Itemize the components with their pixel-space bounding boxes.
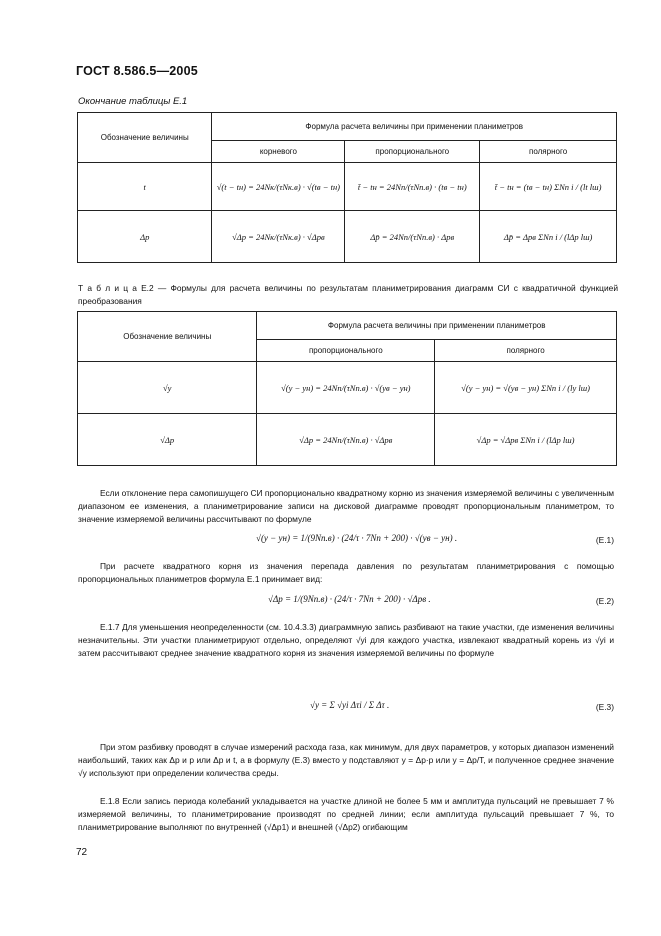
- paragraph: Е.1.8 Если запись периода колебаний укладывается на участке длиной не более 5 мм и амплитуда пульсаций не превышает 7 % измеряемой величины, то планиметрирование производят по средней линии; если амплитуда пульсаций превышает 7 %, то планиметрирование выполняют по внутренней (√Δp1) и внешней (√Δp2) огибающим: [78, 796, 614, 832]
- formula-cell: √(t − tн) = 24Nк/(τNк.в) · √(tв − tн): [212, 163, 345, 211]
- formula-cell: t̄ − tн = (tв − tн) ΣNп i / (lt lш): [480, 163, 617, 211]
- formula-cell: √Δp = √Δpв ΣNп i / (lΔp lш): [435, 414, 617, 466]
- sub-header-polar: полярного: [435, 340, 617, 362]
- equation-formula: √Δp = 1/(9Nп.в) · (24/τ · 7Nп + 200) · √Δpв .: [268, 594, 431, 604]
- formula-cell: Δp̄ = Δpв ΣNп i / (lΔp lш): [480, 211, 617, 263]
- sub-header-prop: пропорционального: [345, 141, 480, 163]
- symbol-cell: √Δp: [78, 414, 257, 466]
- sub-header-root: корневого: [212, 141, 345, 163]
- equation-e3: [78, 698, 614, 720]
- symbol-cell: t: [78, 163, 212, 211]
- formula-cell: √(y − yн) = 24Nп/(τNп.в) · √(yв − yн): [257, 362, 435, 414]
- equation-number: (Е.2): [595, 596, 614, 606]
- equation-number: (Е.1): [595, 535, 614, 545]
- equation-e2: [78, 592, 614, 614]
- formula-cell: Δp̄ = 24Nп/(τNп.в) · Δpв: [345, 211, 480, 263]
- formula-cell: √(y − yн) = √(yв − yн) ΣNп i / (ly lш): [435, 362, 617, 414]
- paragraph: При этом разбивку проводят в случае измерений расхода газа, как минимум, для двух параметров, у которых диапазон изменений наибольший, таких как Δp и p или Δp и t, а в формулу (Е.3) вместо y подставляют y = Δp·p или y = Δp/T, и полученное среднее значение √y используют при определении количества среды.: [78, 742, 614, 778]
- paragraph: Если отклонение пера самопишущего СИ пропорционально квадратному корню из значения измеряемой величины с увеличенным диапазоном ее изменения, а планиметрирование записи на дисковой диаграмме проводят пропорциональным планиметром, то значение измеряемой величины рассчитывают по формуле: [78, 488, 614, 524]
- table-e1: [77, 112, 617, 263]
- document-header: ГОСТ 8.586.5—2005: [76, 64, 198, 78]
- formula-cell: t̄ − tн = 24Nп/(τNп.в) · (tв − tн): [345, 163, 480, 211]
- symbol-cell: √y: [78, 362, 257, 414]
- paragraph: Е.1.7 Для уменьшения неопределенности (см. 10.4.3.3) диаграммную запись разбивают на такие участки, где изменения величины незначительны. Эти участки планиметрируют отдельно, определяют √yi для каждого участка, извлекают квадратный корень из √yi и затем рассчитывают среднее значение квадратного корня из значения измеряемой величины по формуле: [78, 622, 614, 658]
- equation-number: (Е.3): [595, 702, 614, 712]
- equation-formula: √y = Σ √yi Δτi / Σ Δτ .: [310, 700, 390, 710]
- equation-formula: √(y − yн) = 1/(9Nп.в) · (24/τ · 7Nп + 200) · √(yв − yн) .: [256, 533, 458, 543]
- page-number: 72: [76, 847, 88, 858]
- formula-cell: √Δp = 24Nп/(τNп.в) · √Δpв: [257, 414, 435, 466]
- equation-e1: [78, 531, 614, 553]
- table-e2: [77, 311, 617, 466]
- table-title: Т а б л и ц а Е.2 — Формулы для расчета величины по результатам планиметрирования диаграмм СИ с квадратичной функцией преобразования: [78, 283, 618, 306]
- sub-header-prop: пропорционального: [257, 340, 435, 362]
- group-header: Формула расчета величины при применении планиметров: [212, 113, 617, 141]
- formula-cell: √Δp = 24Nк/(τNк.в) · √Δpв: [212, 211, 345, 263]
- group-header: Формула расчета величины при применении планиметров: [257, 312, 617, 340]
- table-caption: Окончание таблицы Е.1: [78, 96, 188, 107]
- col-header-symbol: Обозначение величины: [78, 312, 257, 362]
- col-header-symbol: Обозначение величины: [78, 113, 212, 163]
- sub-header-polar: полярного: [480, 141, 617, 163]
- paragraph: При расчете квадратного корня из значения перепада давления по результатам планиметрирования с помощью пропорциональных планиметров формула Е.1 принимает вид:: [78, 561, 614, 584]
- symbol-cell: Δp: [78, 211, 212, 263]
